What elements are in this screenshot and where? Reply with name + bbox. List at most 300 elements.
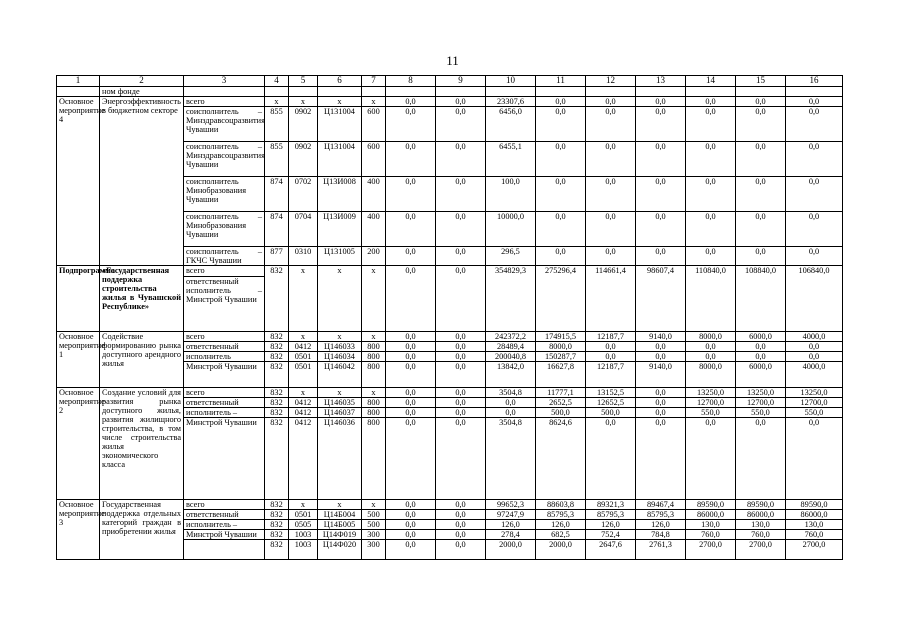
responsible-executor: исполнитель – — [184, 520, 265, 530]
value-cell: 0,0 — [786, 212, 843, 247]
code-cell: 855 — [265, 142, 289, 177]
code-cell: 0501 — [289, 362, 318, 388]
measure-name: Содействие формированию рынка доступного арендного жилья — [100, 332, 184, 388]
value-cell: 784,8 — [636, 530, 686, 540]
code-cell: 1003 — [289, 530, 318, 540]
value-cell: 0,0 — [386, 530, 436, 540]
column-header: 14 — [686, 76, 736, 87]
page-number: 11 — [446, 53, 459, 68]
value-cell: 9140,0 — [636, 332, 686, 342]
table-row — [57, 388, 843, 398]
value-cell: 110840,0 — [686, 266, 736, 332]
value-cell: 0,0 — [386, 352, 436, 362]
code-cell: Ц14Б005 — [318, 520, 362, 530]
value-cell: 550,0 — [736, 408, 786, 418]
value-cell: 0,0 — [686, 142, 736, 177]
column-header: 8 — [386, 76, 436, 87]
code-cell: Ц131004 — [318, 142, 362, 177]
value-cell: 28489,4 — [486, 342, 536, 352]
code-cell: 0412 — [289, 342, 318, 352]
code-cell: 832 — [265, 266, 289, 332]
table-cell — [57, 87, 100, 97]
value-cell: 0,0 — [436, 362, 486, 388]
value-cell: 0,0 — [786, 177, 843, 212]
responsible-executor: всего — [184, 97, 265, 107]
value-cell: 126,0 — [636, 520, 686, 530]
code-cell: 0902 — [289, 142, 318, 177]
column-header: 12 — [586, 76, 636, 87]
responsible-executor: всего — [184, 332, 265, 342]
value-cell: 6455,1 — [486, 142, 536, 177]
value-cell: 275296,4 — [536, 266, 586, 332]
value-cell: 0,0 — [736, 177, 786, 212]
code-cell: 500 — [362, 510, 386, 520]
code-cell: 832 — [265, 398, 289, 408]
value-cell: 6000,0 — [736, 332, 786, 342]
value-cell: 0,0 — [436, 418, 486, 500]
value-cell: 2700,0 — [686, 540, 736, 560]
value-cell: 0,0 — [536, 212, 586, 247]
code-cell: Ц14Ф020 — [318, 540, 362, 560]
table-cell — [686, 87, 736, 97]
value-cell: 0,0 — [486, 398, 536, 408]
value-cell: 13250,0 — [786, 388, 843, 398]
value-cell: 126,0 — [536, 520, 586, 530]
code-cell: х — [265, 97, 289, 107]
measure-name: Энергоэффективность в бюджетном секторе — [100, 97, 184, 266]
column-header: 6 — [318, 76, 362, 87]
code-cell: Ц14Б004 — [318, 510, 362, 520]
value-cell: 0,0 — [786, 142, 843, 177]
code-cell: Ц14Ф019 — [318, 530, 362, 540]
value-cell: 0,0 — [386, 520, 436, 530]
code-cell: х — [362, 266, 386, 332]
code-cell: 832 — [265, 530, 289, 540]
code-cell: 0702 — [289, 177, 318, 212]
value-cell: 12187,7 — [586, 362, 636, 388]
code-cell: 600 — [362, 107, 386, 142]
value-cell: 760,0 — [786, 530, 843, 540]
value-cell: 4000,0 — [786, 332, 843, 342]
value-cell: 2652,5 — [536, 398, 586, 408]
responsible-executor: исполнитель — [184, 352, 265, 362]
value-cell: 13842,0 — [486, 362, 536, 388]
responsible-executor — [184, 540, 265, 560]
value-cell: 150287,7 — [536, 352, 586, 362]
value-cell: 0,0 — [436, 500, 486, 510]
value-cell: 2647,6 — [586, 540, 636, 560]
table-row — [57, 332, 843, 342]
value-cell: 0,0 — [436, 530, 486, 540]
value-cell: 0,0 — [386, 142, 436, 177]
value-cell: 85795,3 — [586, 510, 636, 520]
code-cell: х — [289, 500, 318, 510]
value-cell: 0,0 — [636, 212, 686, 247]
value-cell: 10000,0 — [486, 212, 536, 247]
measure-name: Государственная поддержка отдельных категорий граждан в приобретении жилья — [100, 500, 184, 560]
value-cell: 0,0 — [386, 408, 436, 418]
code-cell: 0412 — [289, 418, 318, 500]
value-cell: 0,0 — [586, 97, 636, 107]
code-cell: 1003 — [289, 540, 318, 560]
code-cell: 877 — [265, 247, 289, 266]
responsible-executor: всего — [184, 266, 265, 277]
code-cell: 874 — [265, 177, 289, 212]
code-cell: 300 — [362, 540, 386, 560]
responsible-executor: соисполнитель – ГКЧС Чувашии — [184, 247, 265, 266]
column-header: 4 — [265, 76, 289, 87]
table-cell — [386, 87, 436, 97]
value-cell: 2761,3 — [636, 540, 686, 560]
code-cell: 800 — [362, 408, 386, 418]
table-row — [57, 500, 843, 510]
code-cell: 874 — [265, 212, 289, 247]
code-cell: 800 — [362, 418, 386, 500]
value-cell: 0,0 — [436, 540, 486, 560]
value-cell: 85795,3 — [636, 510, 686, 520]
value-cell: 0,0 — [686, 247, 736, 266]
value-cell: 0,0 — [436, 177, 486, 212]
value-cell: 0,0 — [736, 212, 786, 247]
value-cell: 97247,9 — [486, 510, 536, 520]
measure-title: Основное мероприятие 3 — [57, 500, 100, 560]
value-cell: 85795,3 — [536, 510, 586, 520]
code-cell: х — [289, 97, 318, 107]
value-cell: 0,0 — [536, 107, 586, 142]
table-cell — [636, 87, 686, 97]
code-cell: Ц131004 — [318, 107, 362, 142]
value-cell: 12700,0 — [786, 398, 843, 408]
value-cell: 9140,0 — [636, 362, 686, 388]
value-cell: 0,0 — [386, 212, 436, 247]
value-cell: 0,0 — [386, 510, 436, 520]
code-cell: 832 — [265, 510, 289, 520]
column-header: 1 — [57, 76, 100, 87]
code-cell: х — [318, 266, 362, 332]
code-cell: 832 — [265, 520, 289, 530]
value-cell: 0,0 — [636, 408, 686, 418]
value-cell: 0,0 — [436, 342, 486, 352]
code-cell: 0704 — [289, 212, 318, 247]
column-header: 7 — [362, 76, 386, 87]
value-cell: 8000,0 — [536, 342, 586, 352]
value-cell: 0,0 — [436, 408, 486, 418]
value-cell: 0,0 — [786, 418, 843, 500]
table-cell — [486, 87, 536, 97]
value-cell: 0,0 — [436, 352, 486, 362]
value-cell: 2000,0 — [536, 540, 586, 560]
value-cell: 0,0 — [686, 177, 736, 212]
header-row — [57, 76, 843, 87]
code-cell: 832 — [265, 540, 289, 560]
responsible-executor: всего — [184, 500, 265, 510]
value-cell: 0,0 — [586, 212, 636, 247]
code-cell: 800 — [362, 362, 386, 388]
value-cell: 550,0 — [686, 408, 736, 418]
code-cell: Ц146036 — [318, 418, 362, 500]
value-cell: 0,0 — [636, 142, 686, 177]
value-cell: 16627,8 — [536, 362, 586, 388]
value-cell: 0,0 — [586, 142, 636, 177]
value-cell: 0,0 — [786, 97, 843, 107]
responsible-executor: соисполнитель – Минздравсоцразвития Чувашии — [184, 142, 265, 177]
code-cell: Ц146035 — [318, 398, 362, 408]
value-cell: 0,0 — [586, 342, 636, 352]
value-cell: 0,0 — [736, 418, 786, 500]
value-cell: 0,0 — [636, 107, 686, 142]
responsible-executor: исполнитель – — [184, 408, 265, 418]
value-cell: 0,0 — [436, 520, 486, 530]
code-cell: х — [362, 97, 386, 107]
value-cell: 0,0 — [436, 266, 486, 332]
value-cell: 0,0 — [386, 177, 436, 212]
value-cell: 0,0 — [636, 97, 686, 107]
value-cell: 0,0 — [636, 352, 686, 362]
value-cell: 13250,0 — [686, 388, 736, 398]
value-cell: 500,0 — [536, 408, 586, 418]
value-cell: 86000,0 — [786, 510, 843, 520]
code-cell: 500 — [362, 520, 386, 530]
value-cell: 354829,3 — [486, 266, 536, 332]
responsible-executor: ответственный исполнитель – Минстрой Чувашии — [184, 277, 265, 332]
value-cell: 88603,8 — [536, 500, 586, 510]
value-cell: 3504,8 — [486, 388, 536, 398]
value-cell: 0,0 — [436, 332, 486, 342]
value-cell: 126,0 — [586, 520, 636, 530]
code-cell: 832 — [265, 408, 289, 418]
value-cell: 89590,0 — [786, 500, 843, 510]
value-cell: 0,0 — [786, 247, 843, 266]
value-cell: 0,0 — [536, 247, 586, 266]
value-cell: 0,0 — [436, 97, 486, 107]
value-cell: 296,5 — [486, 247, 536, 266]
code-cell: 600 — [362, 142, 386, 177]
value-cell: 12652,5 — [586, 398, 636, 408]
code-cell: х — [289, 332, 318, 342]
measure-title: Основное мероприятие 4 — [57, 97, 100, 266]
table-cell — [289, 87, 318, 97]
value-cell: 0,0 — [686, 352, 736, 362]
value-cell: 760,0 — [686, 530, 736, 540]
column-header: 11 — [536, 76, 586, 87]
code-cell: 832 — [265, 500, 289, 510]
value-cell: 89467,4 — [636, 500, 686, 510]
code-cell: 0501 — [289, 510, 318, 520]
code-cell: 800 — [362, 342, 386, 352]
code-cell: х — [362, 500, 386, 510]
responsible-executor: соисполнитель – Минобразования Чувашии — [184, 212, 265, 247]
continuation-row — [57, 87, 843, 97]
code-cell: 400 — [362, 212, 386, 247]
value-cell: 0,0 — [536, 177, 586, 212]
table-cell — [318, 87, 362, 97]
column-header: 13 — [636, 76, 686, 87]
value-cell: 4000,0 — [786, 362, 843, 388]
value-cell: 0,0 — [386, 398, 436, 408]
value-cell: 0,0 — [736, 142, 786, 177]
code-cell: 832 — [265, 332, 289, 342]
value-cell: 98607,4 — [636, 266, 686, 332]
table-row — [57, 266, 843, 277]
value-cell: 174915,5 — [536, 332, 586, 342]
value-cell: 0,0 — [686, 97, 736, 107]
value-cell: 0,0 — [636, 247, 686, 266]
value-cell: 0,0 — [686, 418, 736, 500]
code-cell: 800 — [362, 398, 386, 408]
value-cell: 0,0 — [736, 342, 786, 352]
value-cell: 278,4 — [486, 530, 536, 540]
value-cell: 0,0 — [586, 247, 636, 266]
code-cell: 832 — [265, 342, 289, 352]
code-cell: х — [318, 97, 362, 107]
table-cell — [786, 87, 843, 97]
value-cell: 0,0 — [636, 388, 686, 398]
value-cell: 0,0 — [386, 97, 436, 107]
value-cell: 89590,0 — [736, 500, 786, 510]
value-cell: 0,0 — [386, 362, 436, 388]
value-cell: 13250,0 — [736, 388, 786, 398]
value-cell: 0,0 — [386, 540, 436, 560]
value-cell: 6000,0 — [736, 362, 786, 388]
value-cell: 114661,4 — [586, 266, 636, 332]
code-cell: 832 — [265, 418, 289, 500]
table-cell — [436, 87, 486, 97]
value-cell: 8000,0 — [686, 332, 736, 342]
code-cell: 0412 — [289, 398, 318, 408]
measure-title: Основное мероприятие 2 — [57, 388, 100, 500]
code-cell: х — [318, 500, 362, 510]
code-cell: 800 — [362, 352, 386, 362]
value-cell: 0,0 — [586, 418, 636, 500]
subprogram-title: Подпрограмма — [57, 266, 100, 332]
value-cell: 0,0 — [386, 388, 436, 398]
value-cell: 0,0 — [686, 342, 736, 352]
value-cell: 11777,1 — [536, 388, 586, 398]
value-cell: 2700,0 — [736, 540, 786, 560]
code-cell: 832 — [265, 388, 289, 398]
value-cell: 6456,0 — [486, 107, 536, 142]
column-header: 15 — [736, 76, 786, 87]
value-cell: 200040,8 — [486, 352, 536, 362]
value-cell: 0,0 — [436, 142, 486, 177]
value-cell: 8624,6 — [536, 418, 586, 500]
value-cell: 130,0 — [786, 520, 843, 530]
value-cell: 0,0 — [786, 342, 843, 352]
table-cell — [586, 87, 636, 97]
value-cell: 12700,0 — [686, 398, 736, 408]
responsible-executor: Минстрой Чувашии — [184, 418, 265, 500]
table-row — [57, 97, 843, 107]
value-cell: 0,0 — [436, 107, 486, 142]
budget-table — [56, 75, 843, 560]
table-cell — [265, 87, 289, 97]
value-cell: 3504,8 — [486, 418, 536, 500]
value-cell: 0,0 — [536, 142, 586, 177]
value-cell: 108840,0 — [736, 266, 786, 332]
measure-name: ном фонде — [100, 87, 184, 97]
column-header: 2 — [100, 76, 184, 87]
code-cell: 0412 — [289, 408, 318, 418]
code-cell: 200 — [362, 247, 386, 266]
value-cell: 682,5 — [536, 530, 586, 540]
code-cell: х — [362, 388, 386, 398]
code-cell: х — [289, 266, 318, 332]
value-cell: 0,0 — [636, 398, 686, 408]
code-cell: Ц131005 — [318, 247, 362, 266]
value-cell: 0,0 — [436, 247, 486, 266]
value-cell: 86000,0 — [736, 510, 786, 520]
code-cell: х — [362, 332, 386, 342]
value-cell: 0,0 — [436, 398, 486, 408]
value-cell: 0,0 — [786, 352, 843, 362]
column-header: 3 — [184, 76, 265, 87]
column-header: 5 — [289, 76, 318, 87]
value-cell: 760,0 — [736, 530, 786, 540]
column-header: 10 — [486, 76, 536, 87]
responsible-executor: Минстрой Чувашии — [184, 362, 265, 388]
column-header: 16 — [786, 76, 843, 87]
value-cell: 99652,3 — [486, 500, 536, 510]
value-cell: 0,0 — [736, 97, 786, 107]
value-cell: 0,0 — [536, 97, 586, 107]
value-cell: 0,0 — [386, 418, 436, 500]
value-cell: 100,0 — [486, 177, 536, 212]
value-cell: 0,0 — [786, 107, 843, 142]
code-cell: Ц146037 — [318, 408, 362, 418]
value-cell: 0,0 — [586, 107, 636, 142]
responsible-executor: ответственный — [184, 510, 265, 520]
value-cell: 130,0 — [736, 520, 786, 530]
table-cell — [536, 87, 586, 97]
code-cell: 832 — [265, 362, 289, 388]
value-cell: 130,0 — [686, 520, 736, 530]
value-cell: 0,0 — [386, 332, 436, 342]
code-cell: Ц146034 — [318, 352, 362, 362]
value-cell: 0,0 — [636, 342, 686, 352]
value-cell: 0,0 — [436, 388, 486, 398]
value-cell: 0,0 — [686, 107, 736, 142]
value-cell: 0,0 — [636, 418, 686, 500]
value-cell: 0,0 — [436, 212, 486, 247]
value-cell: 2700,0 — [786, 540, 843, 560]
code-cell: Ц146033 — [318, 342, 362, 352]
value-cell: 86000,0 — [686, 510, 736, 520]
value-cell: 500,0 — [586, 408, 636, 418]
value-cell: 12700,0 — [736, 398, 786, 408]
code-cell: х — [318, 388, 362, 398]
code-cell: 0501 — [289, 352, 318, 362]
value-cell: 242372,2 — [486, 332, 536, 342]
value-cell: 0,0 — [386, 107, 436, 142]
code-cell: 400 — [362, 177, 386, 212]
value-cell: 0,0 — [486, 408, 536, 418]
code-cell: х — [289, 388, 318, 398]
code-cell: Ц13И009 — [318, 212, 362, 247]
code-cell: 0505 — [289, 520, 318, 530]
code-cell: 855 — [265, 107, 289, 142]
value-cell: 12187,7 — [586, 332, 636, 342]
responsible-executor: всего — [184, 388, 265, 398]
value-cell: 2000,0 — [486, 540, 536, 560]
value-cell: 0,0 — [636, 177, 686, 212]
responsible-executor: ответственный — [184, 342, 265, 352]
table-cell — [736, 87, 786, 97]
value-cell: 13152,5 — [586, 388, 636, 398]
value-cell: 106840,0 — [786, 266, 843, 332]
table-cell — [184, 87, 265, 97]
responsible-executor: ответственный — [184, 398, 265, 408]
table-cell — [362, 87, 386, 97]
